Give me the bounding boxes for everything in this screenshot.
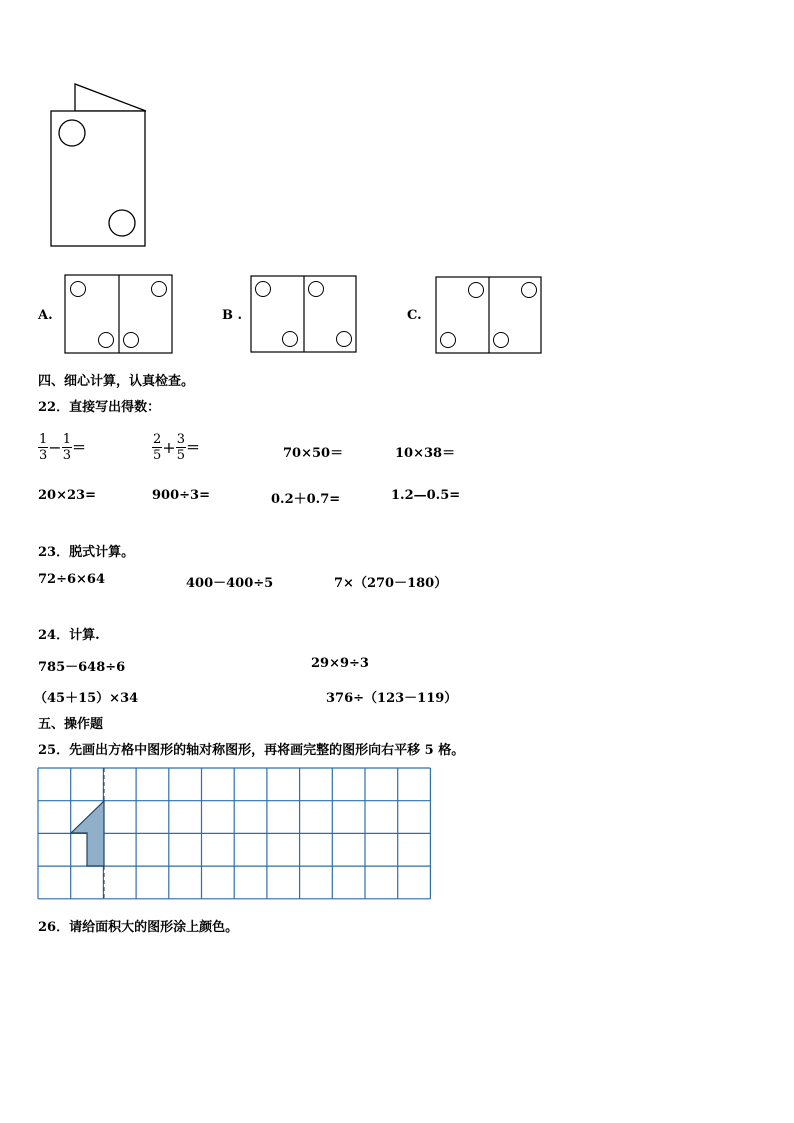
option-a-figure[interactable] — [64, 274, 184, 354]
q22-expr-8: 1.2—0.5= — [391, 488, 461, 503]
q22-expr-3: 70×50＝ — [283, 446, 344, 461]
fraction-denominator: 5 — [176, 448, 185, 463]
q22-fraction-addition — [152, 432, 200, 463]
q26-title: 26．请给面积大的图形涂上颜色。 — [38, 920, 239, 935]
q22-expr-7: 0.2＋0.7= — [271, 492, 341, 507]
q25-title: 25．先画出方格中图形的轴对称图形，再将画完整的图形向右平移 5 格。 — [38, 743, 465, 758]
q22-expr-6: 900÷3= — [152, 488, 210, 503]
fraction-denominator: 5 — [153, 448, 162, 463]
fraction-denominator: 3 — [39, 448, 48, 463]
option-b-figure[interactable] — [250, 275, 370, 355]
option-c-label: C. — [407, 308, 422, 323]
q23-expr-1: 72÷6×64 — [38, 572, 106, 587]
option-b-label: B . — [222, 308, 243, 323]
q24-expr-2: 29×9÷3 — [311, 656, 369, 671]
q24-title: 24．计算. — [38, 628, 100, 643]
equals-sign: ＝ — [71, 440, 86, 457]
q24-expr-3: （45＋15）×34 — [34, 691, 139, 706]
given-shape — [71, 801, 104, 866]
fraction-denominator: 3 — [62, 448, 71, 463]
option-a-label: A. — [38, 308, 53, 323]
q23-expr-3: 7×（270－180） — [334, 576, 448, 591]
q22-title: 22．直接写出得数： — [38, 400, 161, 415]
q23-title: 23．脱式计算。 — [38, 545, 135, 560]
fraction-numerator: 1 — [62, 432, 71, 447]
q23-expr-2: 400－400÷5 — [186, 576, 274, 591]
option-c-figure[interactable] — [435, 276, 555, 356]
q22-expr-5: 20×23= — [38, 488, 96, 503]
fraction-numerator: 2 — [153, 432, 162, 447]
section-4-heading: 四、细心计算，认真检查。 — [38, 374, 195, 389]
section-5-heading: 五、操作题 — [38, 717, 104, 732]
q22-fraction-subtraction — [38, 432, 86, 463]
equals-sign: ＝ — [185, 440, 200, 457]
plus-sign: + — [162, 438, 176, 457]
q24-expr-1: 785－648÷6 — [38, 660, 126, 675]
folded-paper-figure — [0, 0, 794, 260]
fraction-numerator: 3 — [176, 432, 185, 447]
fraction-numerator: 1 — [39, 432, 48, 447]
minus-sign: − — [48, 438, 62, 457]
q24-expr-4: 376÷（123－119） — [326, 691, 458, 706]
q25-square-grid[interactable] — [38, 768, 438, 908]
q22-expr-4: 10×38＝ — [395, 446, 456, 461]
